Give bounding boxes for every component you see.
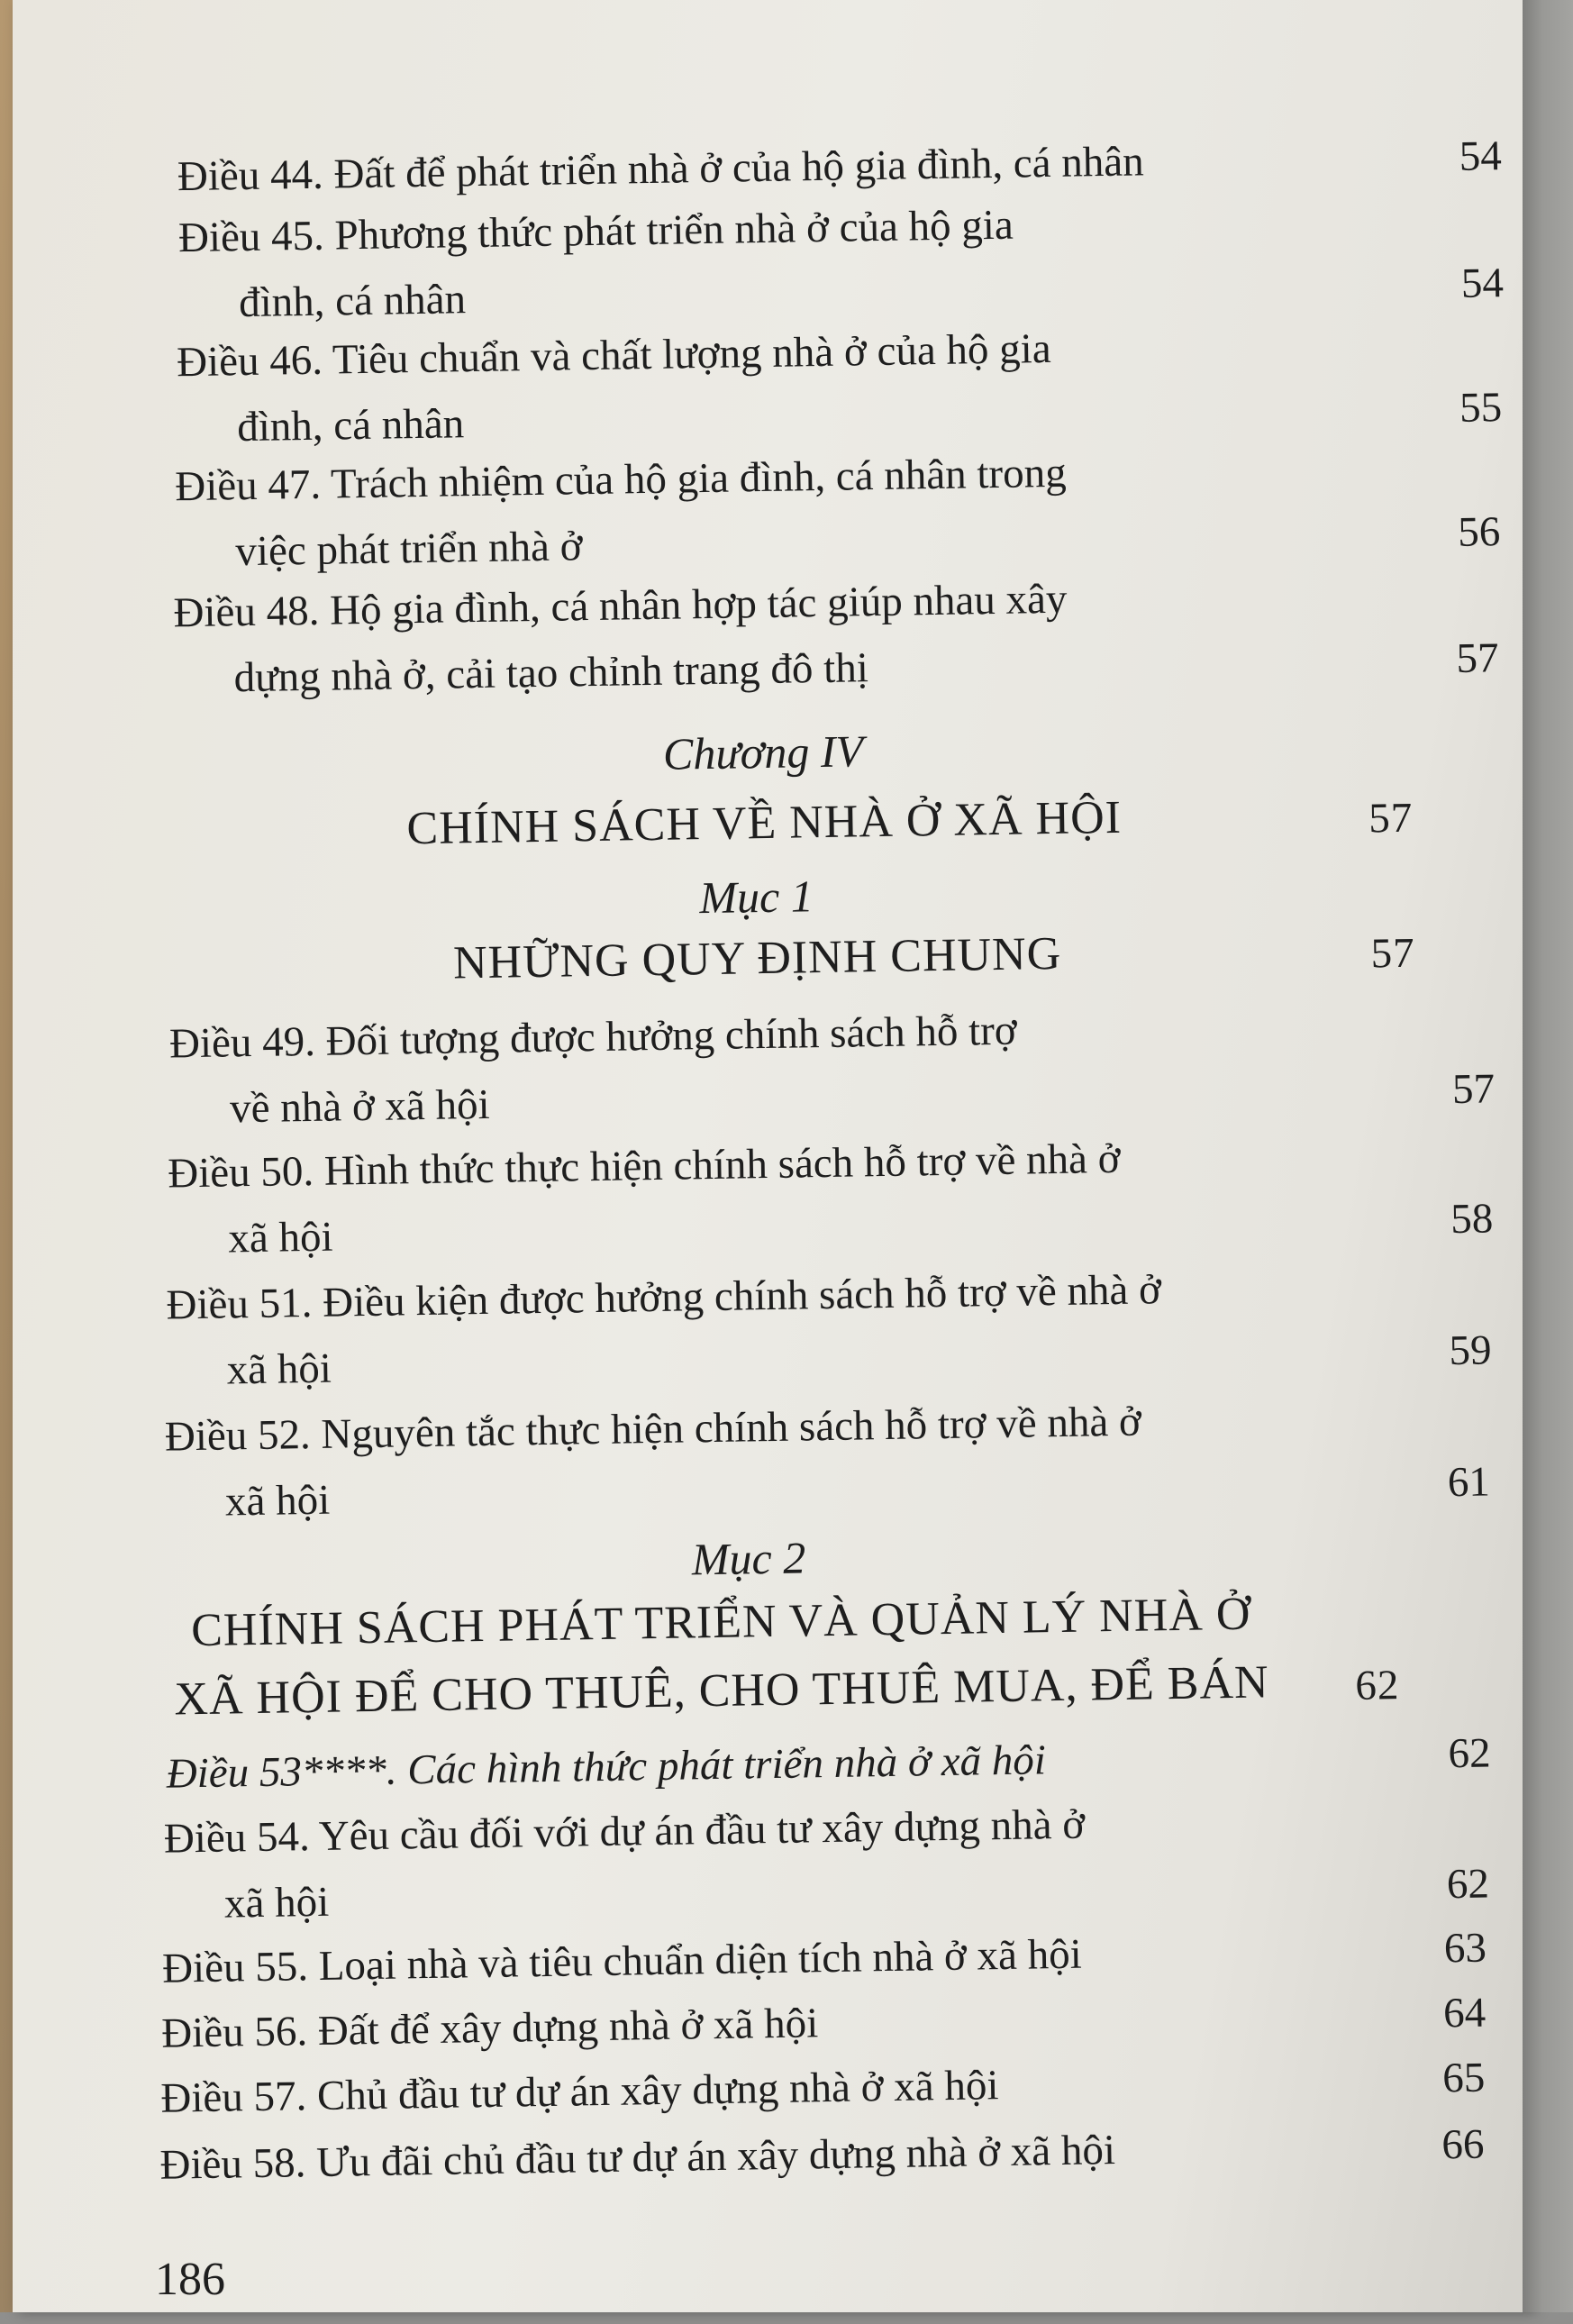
- toc-entry-51: [166, 1255, 1492, 1405]
- toc-entry-52: [164, 1387, 1491, 1536]
- toc-entry-title: Điều 44. Đất để phát triển nhà ở của hộ gia đình, cá nhân: [177, 138, 1145, 201]
- toc-entry-47: [174, 437, 1501, 587]
- toc-page-number: 64: [1442, 1989, 1487, 2037]
- toc-entry-title: Điều 52. Nguyên tắc thực hiện chính sách hỗ trợ về nhà ở: [164, 1398, 1142, 1461]
- toc-entry-title: Điều 51. Điều kiện được hưởng chính sách hỗ trợ về nhà ở: [166, 1266, 1162, 1329]
- toc-entry-title-cont: xã hội: [223, 1878, 330, 1928]
- section-2-title-line2-text: XÃ HỘI ĐỂ CHO THUÊ, CHO THUÊ MUA, ĐỂ BÁN: [173, 1656, 1269, 1726]
- toc-entry-49: [168, 994, 1496, 1144]
- toc-entry-title: Điều 54. Yêu cầu đối với dự án đầu tư xây dựng nhà ở: [163, 1800, 1086, 1863]
- toc-entry-title: Điều 55. Loại nhà và tiêu chuẩn diện tích nhà ở xã hội: [161, 1930, 1083, 1992]
- section-2-label: Mục 2: [691, 1532, 806, 1585]
- toc-page-number: 54: [1459, 132, 1503, 180]
- toc-entry-title: Điều 46. Tiêu chuẩn và chất lượng nhà ở của hộ gia: [176, 324, 1052, 387]
- toc-entry-title-cont: xã hội: [224, 1476, 331, 1526]
- toc-entry-title: Điều 53****. Các hình thức phát triển nhà ở xã hội: [166, 1736, 1047, 1798]
- toc-entry-title: Điều 49. Đối tượng được hưởng chính sách hỗ trợ: [168, 1007, 1018, 1068]
- toc-page-number: 62: [1446, 1860, 1490, 1909]
- toc-entry-title-cont: xã hội: [228, 1213, 333, 1262]
- toc-page-number: 56: [1457, 508, 1501, 556]
- toc-page-number: 59: [1449, 1326, 1492, 1375]
- toc-entry-54: [163, 1789, 1490, 1938]
- toc-entry-title-cont: xã hội: [226, 1344, 332, 1394]
- toc-entry-title: Điều 56. Đất để xây dựng nhà ở xã hội: [160, 2000, 819, 2057]
- book-page: [13, 0, 1530, 2312]
- toc-entry-title: Điều 58. Ưu đãi chủ đầu tư dự án xây dựng nhà ở xã hội: [159, 2127, 1116, 2189]
- toc-page-number: 57: [1456, 634, 1499, 682]
- toc-page-number: 57: [1451, 1065, 1496, 1114]
- toc-entry-title-cont: đình, cá nhân: [238, 276, 467, 327]
- toc-page-number: 57: [1368, 794, 1414, 843]
- toc-page-number: 55: [1459, 384, 1503, 432]
- toc-page-number: 58: [1450, 1195, 1494, 1244]
- toc-page-number: 62: [1354, 1662, 1400, 1709]
- toc-page-number: 66: [1441, 2120, 1485, 2169]
- section-1-title-text: NHỮNG QUY ĐỊNH CHUNG: [452, 927, 1062, 989]
- toc-entry-title: Điều 57. Chủ đầu tư dự án xây dựng nhà ở xã hội: [159, 2062, 999, 2122]
- toc-page-number: 63: [1443, 1924, 1487, 1973]
- chapter-title-text: CHÍNH SÁCH VỀ NHÀ Ở XÃ HỘI: [406, 791, 1123, 855]
- section-2-title-line2: [147, 1654, 1400, 1727]
- toc-entry-title-cont: việc phát triển nhà ở: [235, 523, 583, 576]
- toc-entry-title: Điều 48. Hộ gia đình, cá nhân hợp tác giúp nhau xây: [173, 575, 1068, 637]
- toc-entry-title-cont: dựng nhà ở, cải tạo chỉnh trang đô thị: [233, 644, 869, 702]
- section-1-title: [171, 923, 1416, 994]
- page-number: 186: [155, 2254, 225, 2305]
- toc-page-number: 61: [1447, 1458, 1491, 1507]
- chapter-title: [178, 788, 1414, 859]
- toc-entry-title: Điều 50. Hình thức thực hiện chính sách hỗ trợ về nhà ở: [167, 1135, 1121, 1198]
- toc-entry-title-cont: đình, cá nhân: [236, 400, 465, 451]
- toc-entry-title: Điều 47. Trách nhiệm của hộ gia đình, cá nhân trong: [174, 449, 1068, 511]
- toc-page-number: 62: [1448, 1729, 1491, 1778]
- toc-page-number: 57: [1370, 929, 1416, 978]
- toc-entry-title: Điều 45. Phương thức phát triển nhà ở của hộ gia: [177, 201, 1014, 262]
- toc-entry-title-cont: về nhà ở xã hội: [229, 1080, 491, 1133]
- toc-entry-50: [167, 1124, 1494, 1273]
- toc-entry-48: [173, 563, 1499, 713]
- section-1-label: Mục 1: [698, 870, 814, 924]
- section-2-title-line1: CHÍNH SÁCH PHÁT TRIỂN VÀ QUẢN LÝ NHÀ Ở: [190, 1588, 1251, 1657]
- chapter-label: Chương IV: [662, 725, 864, 779]
- toc-page-number: 54: [1460, 260, 1505, 307]
- toc-page-number: 65: [1441, 2054, 1486, 2102]
- page-gutter-shadow: [1523, 0, 1573, 2312]
